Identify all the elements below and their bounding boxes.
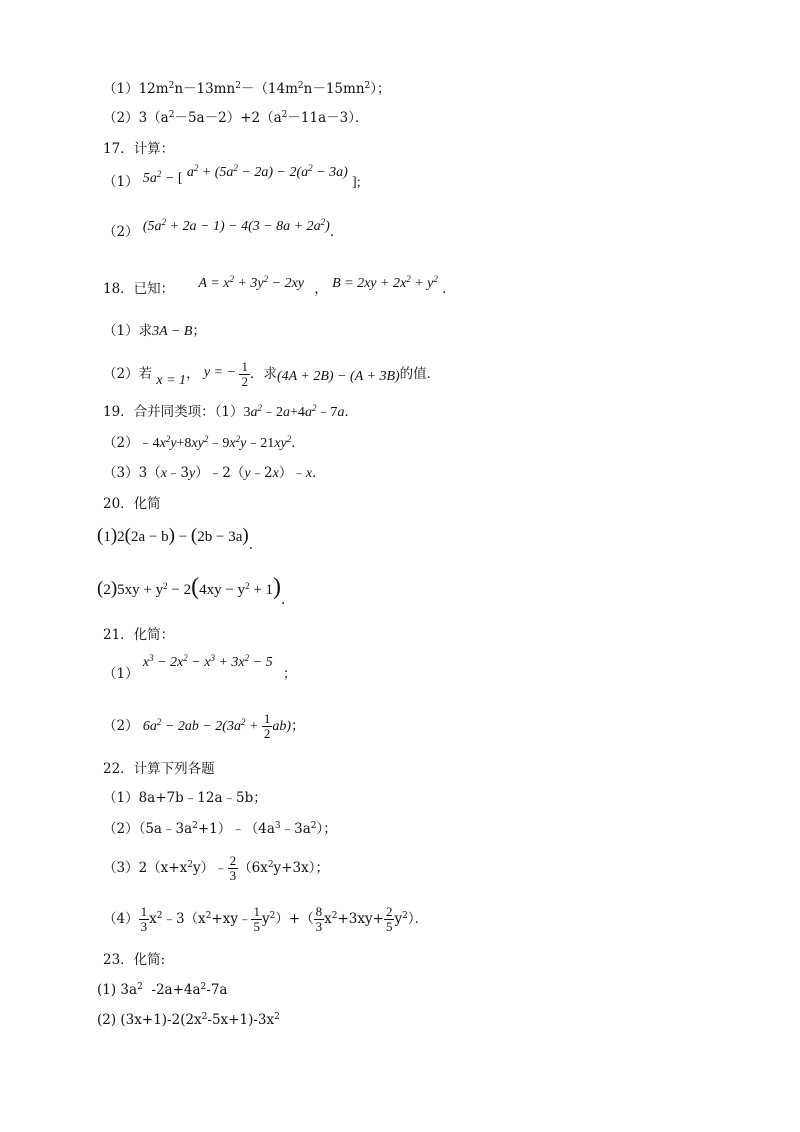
q22-part1: （1）8a+7b﹣12a﹣5b； (103, 790, 267, 806)
q19-part1: 19．合并同类项：$(1)3a^2﹣2a+4a^2﹣7a$． (103, 403, 358, 420)
q16-part1: $(1)12m^2n-13mn^2-(14m^2n-15mn^2)$； (103, 81, 391, 97)
q19-part3: （3）3（x﹣3y）﹣2（y﹣2x）﹣x． (103, 465, 326, 481)
q22-part4: （4） $\frac{1}{3}$ $x^2﹣3(x^2+xy﹣$ $\frac{1}{5}$ $y^2)+$（ $\frac{8}{3}$ $x^2+3xy+$ $\frac{2}{5}$ $y^2$）． (103, 904, 429, 934)
q23-part1: (1) $3a^2$ $-2a+4a^2-7a$ (97, 982, 228, 998)
q18-part1: （1）求3A − B； (103, 323, 206, 339)
q22-part3: $(3)2(x+x^2y)﹣$ $\frac{2}{3}$ $(6x^2y+3x)$； (103, 853, 329, 883)
q23-part2: (2) $(3x+1)-2(2x^2-5x+1)-3x^2$ (97, 1012, 280, 1028)
q21-part1: （1） $x^3 - 2x^2 - x^3 + 3x^2 - 5$ ； (103, 653, 297, 682)
q21-title: 21．化简： (103, 627, 175, 643)
q22-part2: $(2)(5a﹣3a^2+1)﹣(4a^3﹣3a^2)$； (103, 821, 337, 837)
q16-part2: $(2)3(a^2-5a-2)+2(a^2-11a-3)$． (103, 110, 369, 126)
q21-part2: （2） $6a^2 - 2ab - 2(3a^2$ + $\frac{1}{2}$ ab)； (103, 711, 305, 741)
q18-part2: （2）若 x = 1， y = − $\frac{1}{2}$ ．求(4A + 2B) − (A + 3B)的值． (103, 359, 441, 389)
q17-part1: （1） $5a^2$ − [ $a^2 + (5a^2 - 2a) - 2(a^2 - 3a)$ ]; (103, 163, 361, 190)
q23-title: 23．化简: (103, 952, 166, 968)
q20-title: 20．化简 (103, 496, 161, 512)
q19-part2: $(2)﹣4x^2y+8xy^2﹣9x^2y﹣21xy^2$． (103, 434, 305, 451)
q18-title: 18．已知： $A = x^2 + 3y^2 - 2xy$ ， $B = 2xy + 2x^2 + y^2$ ． (103, 274, 456, 297)
q22-title: 22．计算下列各题 (103, 761, 215, 777)
q17-part2: （2） $(5a^2 + 2a - 1) - 4(3 - 8a + 2a^2)$. (103, 217, 335, 240)
q17-title: 17．计算： (103, 141, 175, 157)
q20-part2: $(2)5xy + y^2 - 2(4xy - y^2 + 1)$. (97, 574, 286, 608)
q20-part1: (1)2(2a − b) − (2b − 3a). (97, 525, 253, 553)
